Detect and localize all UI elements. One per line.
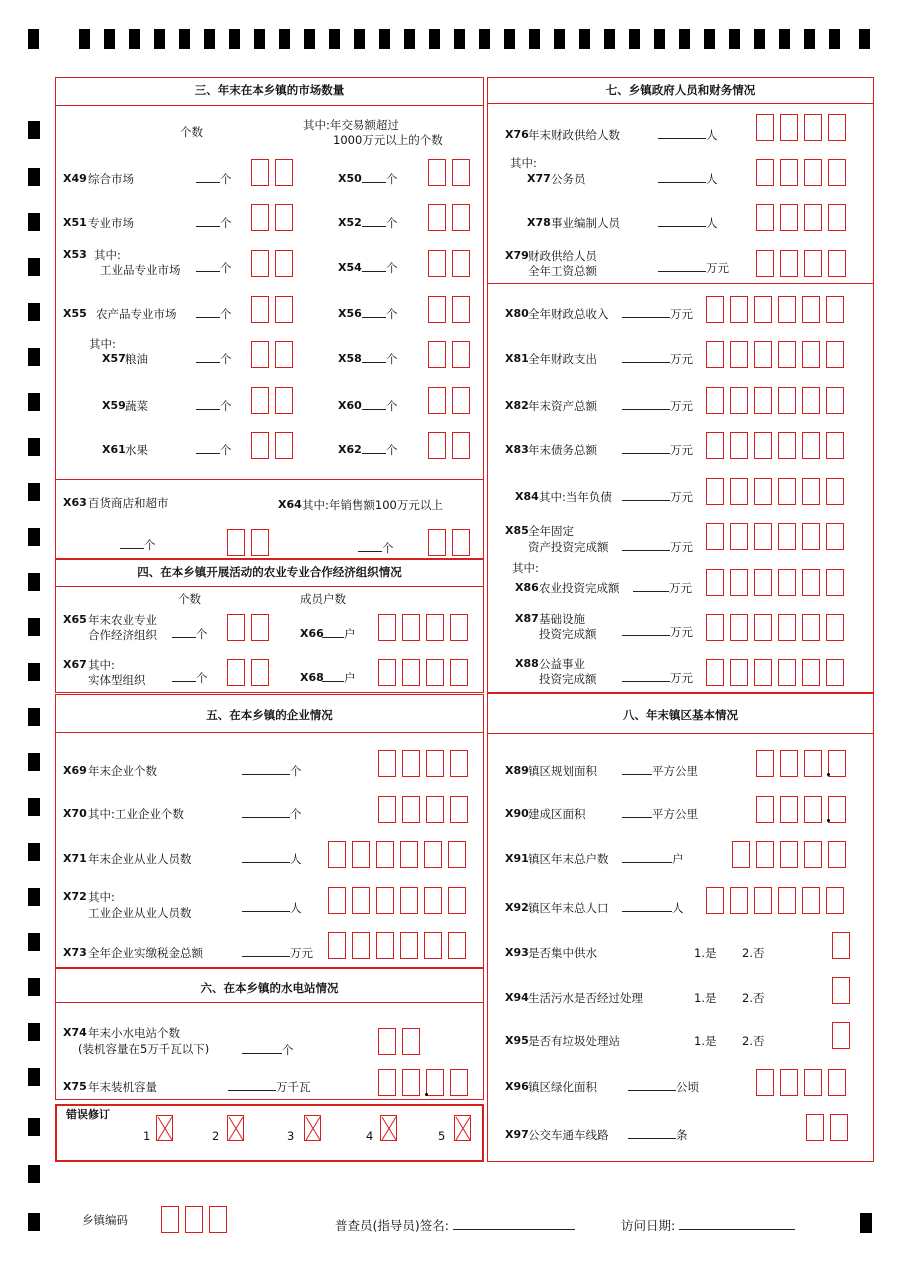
code-x83: X83 — [505, 443, 529, 456]
input-x85[interactable] — [706, 523, 844, 550]
unit-x78: 人 — [658, 216, 718, 230]
code-x93: X93 — [505, 946, 529, 959]
input-x56[interactable] — [428, 296, 470, 323]
input-x95[interactable] — [832, 1022, 850, 1049]
label-x97: 公交车通车线路 — [528, 1128, 609, 1142]
input-x81[interactable] — [706, 341, 844, 368]
unit-x66: 户 — [322, 627, 356, 641]
code-x55: X55 — [63, 307, 87, 320]
unit-x51: 个 — [196, 216, 232, 230]
unit-x88: 万元 — [622, 671, 693, 685]
input-x70[interactable] — [378, 796, 468, 823]
input-x55[interactable] — [251, 296, 293, 323]
code-x67: X67 — [63, 658, 87, 671]
unit-x97: 条 — [628, 1128, 688, 1142]
input-x65[interactable] — [227, 614, 269, 641]
label-x49: 综合市场 — [88, 172, 134, 186]
date-field[interactable] — [679, 1217, 795, 1230]
section-8-title: 八、年末镇区基本情况 — [623, 708, 738, 722]
code-x63: X63 — [63, 496, 87, 509]
code-x87: X87 — [515, 612, 539, 625]
unit-x79: 万元 — [658, 261, 729, 275]
label-x91: 镇区年末总户数 — [528, 852, 609, 866]
s4-col-count: 个数 — [178, 592, 201, 606]
input-x61[interactable] — [251, 432, 293, 459]
label-x84: 其中:当年负债 — [539, 490, 612, 504]
code-x94: X94 — [505, 991, 529, 1004]
code-x92: X92 — [505, 901, 529, 914]
code-x82: X82 — [505, 399, 529, 412]
input-x75[interactable] — [378, 1069, 468, 1096]
label-x65-a: 年末农业专业 — [88, 613, 157, 627]
town-code-label: 乡镇编码 — [82, 1213, 128, 1227]
label-x86-pre: 其中: — [512, 561, 539, 575]
code-x90: X90 — [505, 807, 529, 820]
label-x82: 年末资产总额 — [528, 399, 597, 413]
correction-num-5: 5 — [438, 1129, 446, 1143]
unit-x80: 万元 — [622, 307, 693, 321]
input-x73[interactable] — [328, 932, 466, 959]
input-x52[interactable] — [428, 204, 470, 231]
code-x70: X70 — [63, 807, 87, 820]
correction-box-4[interactable] — [380, 1115, 397, 1141]
label-x85-a: 全年固定 — [528, 524, 574, 538]
label-x76: 年末财政供给人数 — [528, 128, 620, 142]
input-x76[interactable] — [756, 114, 846, 141]
code-x58: X58 — [338, 352, 362, 365]
label-x72-a: 其中: — [88, 890, 115, 904]
correction-num-4: 4 — [366, 1129, 374, 1143]
code-x91: X91 — [505, 852, 529, 865]
unit-x62: 个 — [362, 443, 398, 457]
unit-x59: 个 — [196, 399, 232, 413]
signature-row — [335, 1217, 575, 1233]
label-x64: 其中:年销售额100万元以上 — [302, 498, 443, 512]
code-x50: X50 — [338, 172, 362, 185]
decimal-point — [827, 819, 830, 822]
unit-x73: 万元 — [242, 946, 313, 960]
code-x54: X54 — [338, 261, 362, 274]
code-x89: X89 — [505, 764, 529, 777]
input-x54[interactable] — [428, 250, 470, 277]
unit-x90: 平方公里 — [622, 807, 698, 821]
label-x79-a: 财政供给人员 — [528, 249, 597, 263]
section-6-title: 六、在本乡镇的水电站情况 — [200, 981, 339, 995]
input-x96[interactable] — [756, 1069, 846, 1096]
correction-box-1[interactable] — [156, 1115, 173, 1141]
code-x59: X59 — [102, 399, 126, 412]
code-x95: X95 — [505, 1034, 529, 1047]
input-x69[interactable] — [378, 750, 468, 777]
unit-x49: 个 — [196, 172, 232, 186]
label-x67-a: 其中: — [88, 658, 115, 672]
code-x74: X74 — [63, 1026, 87, 1039]
label-x79-b: 全年工资总额 — [528, 264, 597, 278]
label-x55: 农产品专业市场 — [96, 307, 177, 321]
code-x56: X56 — [338, 307, 362, 320]
input-x97[interactable] — [806, 1114, 848, 1141]
unit-x63: 个 — [120, 538, 156, 552]
code-x66: X66 — [300, 627, 324, 640]
unit-x92: 人 — [622, 901, 684, 915]
label-x90: 建成区面积 — [528, 807, 586, 821]
unit-x60: 个 — [362, 399, 398, 413]
unit-x82: 万元 — [622, 399, 693, 413]
section-7-title: 七、乡镇政府人员和财务情况 — [605, 83, 756, 97]
label-x86: 农业投资完成额 — [539, 581, 620, 595]
label-x85-b: 资产投资完成额 — [528, 540, 609, 554]
label-x88-b: 投资完成额 — [539, 672, 597, 686]
col-header-count: 个数 — [180, 125, 203, 139]
label-x51: 专业市场 — [88, 216, 134, 230]
input-x88[interactable] — [706, 659, 844, 686]
code-x65: X65 — [63, 613, 87, 626]
unit-x57: 个 — [196, 352, 232, 366]
label-x80: 全年财政总收入 — [528, 307, 609, 321]
decimal-point — [827, 773, 830, 776]
code-x69: X69 — [63, 764, 87, 777]
unit-x71: 人 — [242, 852, 302, 866]
code-x57: X57 — [102, 352, 126, 365]
input-x60[interactable] — [428, 387, 470, 414]
label-x53-a: 其中: — [94, 248, 121, 262]
input-x68[interactable] — [378, 659, 468, 686]
label-x74-a: 年末小水电站个数 — [88, 1026, 180, 1040]
unit-x54: 个 — [362, 261, 398, 275]
input-x79[interactable] — [756, 250, 846, 277]
town-code-input[interactable] — [161, 1206, 227, 1233]
input-x63[interactable] — [227, 529, 269, 556]
label-x53-b: 工业品专业市场 — [100, 263, 181, 277]
input-x58[interactable] — [428, 341, 470, 368]
code-x64: X64 — [278, 498, 302, 511]
label-x89: 镇区规划面积 — [528, 764, 597, 778]
code-x81: X81 — [505, 352, 529, 365]
x94-opt-no: 2.否 — [742, 991, 765, 1005]
correction-box-3[interactable] — [304, 1115, 321, 1141]
unit-x75: 万千瓦 — [228, 1080, 311, 1094]
signature-field[interactable] — [453, 1217, 575, 1230]
label-x77-pre: 其中: — [510, 156, 537, 170]
unit-x65: 个 — [172, 627, 208, 641]
input-x89[interactable] — [756, 750, 846, 777]
input-x83[interactable] — [706, 432, 844, 459]
unit-x91: 户 — [622, 852, 684, 866]
unit-x61: 个 — [196, 443, 232, 457]
input-x86[interactable] — [706, 569, 844, 596]
s4-col-members: 成员户数 — [300, 592, 346, 606]
unit-x87: 万元 — [622, 625, 693, 639]
label-x59: 蔬菜 — [125, 399, 148, 413]
date-row — [621, 1217, 795, 1233]
signature-label: 普查员(指导员)签名: — [335, 1218, 449, 1233]
unit-x69: 个 — [242, 764, 302, 778]
input-x82[interactable] — [706, 387, 844, 414]
label-x87-b: 投资完成额 — [539, 627, 597, 641]
code-x78: X78 — [527, 216, 551, 229]
code-x96: X96 — [505, 1080, 529, 1093]
unit-x58: 个 — [362, 352, 398, 366]
section-3-title: 三、年末在本乡镇的市场数量 — [194, 83, 345, 97]
label-x57-pre: 其中: — [89, 337, 116, 351]
code-x71: X71 — [63, 852, 87, 865]
code-x72: X72 — [63, 890, 87, 903]
code-x62: X62 — [338, 443, 362, 456]
input-x80[interactable] — [706, 296, 844, 323]
code-x51: X51 — [63, 216, 87, 229]
decimal-point — [425, 1093, 428, 1096]
unit-x77: 人 — [658, 172, 718, 186]
correction-frame — [55, 1104, 484, 1162]
unit-x53: 个 — [196, 261, 232, 275]
code-x97: X97 — [505, 1128, 529, 1141]
unit-x86: 万元 — [633, 581, 692, 595]
date-label: 访问日期: — [621, 1218, 676, 1233]
x94-opt-yes: 1.是 — [694, 991, 717, 1005]
label-x74-b: (装机容量在5万千瓦以下) — [78, 1042, 210, 1056]
input-x92[interactable] — [706, 887, 844, 914]
input-x62[interactable] — [428, 432, 470, 459]
label-x77: 公务员 — [551, 172, 586, 186]
unit-x81: 万元 — [622, 352, 693, 366]
unit-x83: 万元 — [622, 443, 693, 457]
label-x83: 年末债务总额 — [528, 443, 597, 457]
code-x84: X84 — [515, 490, 539, 503]
input-x93[interactable] — [832, 932, 850, 959]
unit-x55: 个 — [196, 307, 232, 321]
input-x53[interactable] — [251, 250, 293, 277]
code-x53: X53 — [63, 248, 87, 261]
code-x85: X85 — [505, 524, 529, 537]
code-x75: X75 — [63, 1080, 87, 1093]
unit-x68: 户 — [322, 671, 356, 685]
label-x65-b: 合作经济组织 — [88, 628, 157, 642]
x95-opt-no: 2.否 — [742, 1034, 765, 1048]
input-x67[interactable] — [227, 659, 269, 686]
unit-x67: 个 — [172, 671, 208, 685]
input-x84[interactable] — [706, 478, 844, 505]
input-x71[interactable] — [328, 841, 466, 868]
correction-num-2: 2 — [212, 1129, 220, 1143]
input-x78[interactable] — [756, 204, 846, 231]
label-x57: 粮油 — [125, 352, 148, 366]
section-5-title: 五、在本乡镇的企业情况 — [206, 708, 333, 722]
section-4-title: 四、在本乡镇开展活动的农业专业合作经济组织情况 — [137, 565, 402, 579]
unit-x50: 个 — [362, 172, 398, 186]
code-x79: X79 — [505, 249, 529, 262]
label-x96: 镇区绿化面积 — [528, 1080, 597, 1094]
label-x63: 百货商店和超市 — [88, 496, 169, 510]
correction-box-5[interactable] — [454, 1115, 471, 1141]
code-x80: X80 — [505, 307, 529, 320]
label-x61: 水果 — [125, 443, 148, 457]
label-x81: 全年财政支出 — [528, 352, 597, 366]
label-x73: 全年企业实缴税金总额 — [88, 946, 203, 960]
unit-x76: 人 — [658, 128, 718, 142]
input-x94[interactable] — [832, 977, 850, 1004]
input-x77[interactable] — [756, 159, 846, 186]
code-x68: X68 — [300, 671, 324, 684]
label-x95: 是否有垃圾处理站 — [528, 1034, 620, 1048]
unit-x96: 公顷 — [628, 1080, 699, 1094]
input-x91[interactable] — [732, 841, 846, 868]
unit-x56: 个 — [362, 307, 398, 321]
section-5-frame — [55, 694, 484, 968]
label-x71: 年末企业从业人员数 — [88, 852, 192, 866]
label-x70: 其中:工业企业个数 — [88, 807, 184, 821]
label-x67-b: 实体型组织 — [88, 673, 146, 687]
input-x74[interactable] — [378, 1028, 420, 1055]
code-x52: X52 — [338, 216, 362, 229]
correction-num-3: 3 — [287, 1129, 295, 1143]
input-x64[interactable] — [428, 529, 470, 556]
unit-x70: 个 — [242, 807, 302, 821]
unit-x64: 个 — [358, 541, 394, 555]
correction-title: 错误修订 — [66, 1108, 110, 1121]
label-x72-b: 工业企业从业人员数 — [88, 906, 192, 920]
input-x59[interactable] — [251, 387, 293, 414]
unit-x74: 个 — [242, 1043, 294, 1057]
label-x78: 事业编制人员 — [551, 216, 620, 230]
code-x77: X77 — [527, 172, 551, 185]
input-x50[interactable] — [428, 159, 470, 186]
code-x76: X76 — [505, 128, 529, 141]
unit-x72: 人 — [242, 901, 302, 915]
unit-x84: 万元 — [622, 490, 693, 504]
label-x92: 镇区年末总人口 — [528, 901, 609, 915]
correction-num-1: 1 — [143, 1129, 151, 1143]
input-x66[interactable] — [378, 614, 468, 641]
x95-opt-yes: 1.是 — [694, 1034, 717, 1048]
label-x75: 年末装机容量 — [88, 1080, 157, 1094]
label-x87-a: 基础设施 — [539, 612, 585, 626]
code-x86: X86 — [515, 581, 539, 594]
label-x69: 年末企业个数 — [88, 764, 157, 778]
unit-x85: 万元 — [622, 540, 693, 554]
x93-opt-no: 2.否 — [742, 946, 765, 960]
code-x60: X60 — [338, 399, 362, 412]
label-x88-a: 公益事业 — [539, 657, 585, 671]
correction-box-2[interactable] — [227, 1115, 244, 1141]
code-x88: X88 — [515, 657, 539, 670]
label-x93: 是否集中供水 — [528, 946, 597, 960]
code-x73: X73 — [63, 946, 87, 959]
x93-opt-yes: 1.是 — [694, 946, 717, 960]
unit-x89: 平方公里 — [622, 764, 698, 778]
input-x49[interactable] — [251, 159, 293, 186]
code-x49: X49 — [63, 172, 87, 185]
code-x61: X61 — [102, 443, 126, 456]
input-x51[interactable] — [251, 204, 293, 231]
input-x57[interactable] — [251, 341, 293, 368]
unit-x52: 个 — [362, 216, 398, 230]
col-header-large-b: 1000万元以上的个数 — [333, 133, 443, 147]
input-x90[interactable] — [756, 796, 846, 823]
input-x72[interactable] — [328, 887, 466, 914]
col-header-large-a: 其中:年交易额超过 — [303, 118, 399, 132]
label-x94: 生活污水是否经过处理 — [528, 991, 643, 1005]
input-x87[interactable] — [706, 614, 844, 641]
